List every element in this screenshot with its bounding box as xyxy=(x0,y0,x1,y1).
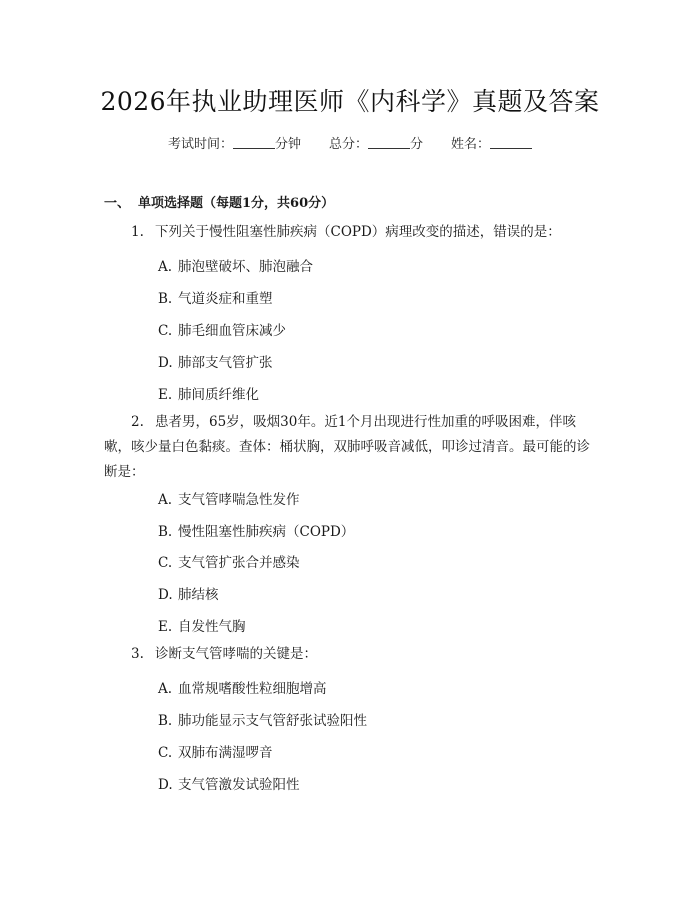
q2-option-d xyxy=(158,583,219,603)
option-letter: B. xyxy=(158,291,173,307)
option-letter: A. xyxy=(158,492,173,508)
q3-option-d xyxy=(158,773,300,793)
document-title: 2026年执业助理医师《内科学》真题及答案 xyxy=(100,87,600,116)
section-number: 一、 xyxy=(104,196,131,211)
section-heading xyxy=(104,192,334,211)
q2-option-b xyxy=(158,520,354,540)
option-letter: B. xyxy=(158,713,173,729)
option-letter: E. xyxy=(158,619,173,635)
question-text: 下列关于慢性阻塞性肺疾病（COPD）病理改变的描述，错误的是： xyxy=(155,224,561,240)
name-label: 姓名： xyxy=(451,137,491,152)
time-label: 考试时间： xyxy=(167,137,233,152)
option-letter: A. xyxy=(158,681,173,697)
q1-option-e xyxy=(158,383,259,403)
time-unit: 分钟 xyxy=(274,137,301,152)
option-letter: D. xyxy=(158,777,173,793)
option-text: 肺间质纤维化 xyxy=(178,387,259,403)
option-letter: C. xyxy=(158,323,173,339)
question-3 xyxy=(104,642,598,667)
q3-option-b xyxy=(158,709,367,729)
time-blank xyxy=(233,136,275,149)
question-text: 诊断支气管哮喘的关键是： xyxy=(155,646,317,662)
question-2 xyxy=(104,410,598,485)
q2-option-a xyxy=(158,488,300,508)
option-letter: A. xyxy=(158,259,173,275)
score-unit: 分 xyxy=(410,137,424,152)
score-blank xyxy=(368,136,410,149)
q3-option-a xyxy=(158,677,327,697)
option-letter: E. xyxy=(158,387,173,403)
option-letter: B. xyxy=(158,524,173,540)
option-text: 支气管激发试验阳性 xyxy=(178,777,300,793)
option-text: 支气管哮喘急性发作 xyxy=(178,492,300,508)
q1-option-b xyxy=(158,287,273,307)
option-letter: C. xyxy=(158,555,173,571)
question-number: 3. xyxy=(131,646,144,662)
question-number: 2. xyxy=(131,414,144,430)
q1-option-a xyxy=(158,255,313,275)
q2-option-c xyxy=(158,551,300,571)
option-text: 肺结核 xyxy=(178,587,219,603)
score-label: 总分： xyxy=(328,137,368,152)
q1-option-d xyxy=(158,351,273,371)
q3-option-c xyxy=(158,741,273,761)
question-1 xyxy=(104,220,598,245)
exam-info-line xyxy=(0,133,700,152)
q2-option-e xyxy=(158,615,246,635)
q1-option-c xyxy=(158,319,286,339)
option-text: 肺部支气管扩张 xyxy=(178,355,273,371)
option-letter: C. xyxy=(158,745,173,761)
option-text: 双肺布满湿啰音 xyxy=(178,745,273,761)
option-text: 血常规嗜酸性粒细胞增高 xyxy=(178,681,327,697)
section-title: 单项选择题（每题1分，共60分） xyxy=(138,196,335,211)
option-text: 肺泡壁破坏、肺泡融合 xyxy=(178,259,313,275)
question-number: 1. xyxy=(131,224,144,240)
option-text: 肺毛细血管床减少 xyxy=(178,323,286,339)
name-blank xyxy=(490,136,532,149)
option-text: 慢性阻塞性肺疾病（COPD） xyxy=(178,524,355,540)
option-text: 肺功能显示支气管舒张试验阳性 xyxy=(178,713,367,729)
option-letter: D. xyxy=(158,587,173,603)
question-text: 患者男，65岁，吸烟30年。近1个月出现进行性加重的呼吸困难，伴咳嗽，咳少量白色黏痰。查体：桶状胸，双肺呼吸音减低，叩诊过清音。最可能的诊断是： xyxy=(104,414,590,480)
option-text: 自发性气胸 xyxy=(178,619,246,635)
option-text: 气道炎症和重塑 xyxy=(178,291,273,307)
option-text: 支气管扩张合并感染 xyxy=(178,555,300,571)
option-letter: D. xyxy=(158,355,173,371)
